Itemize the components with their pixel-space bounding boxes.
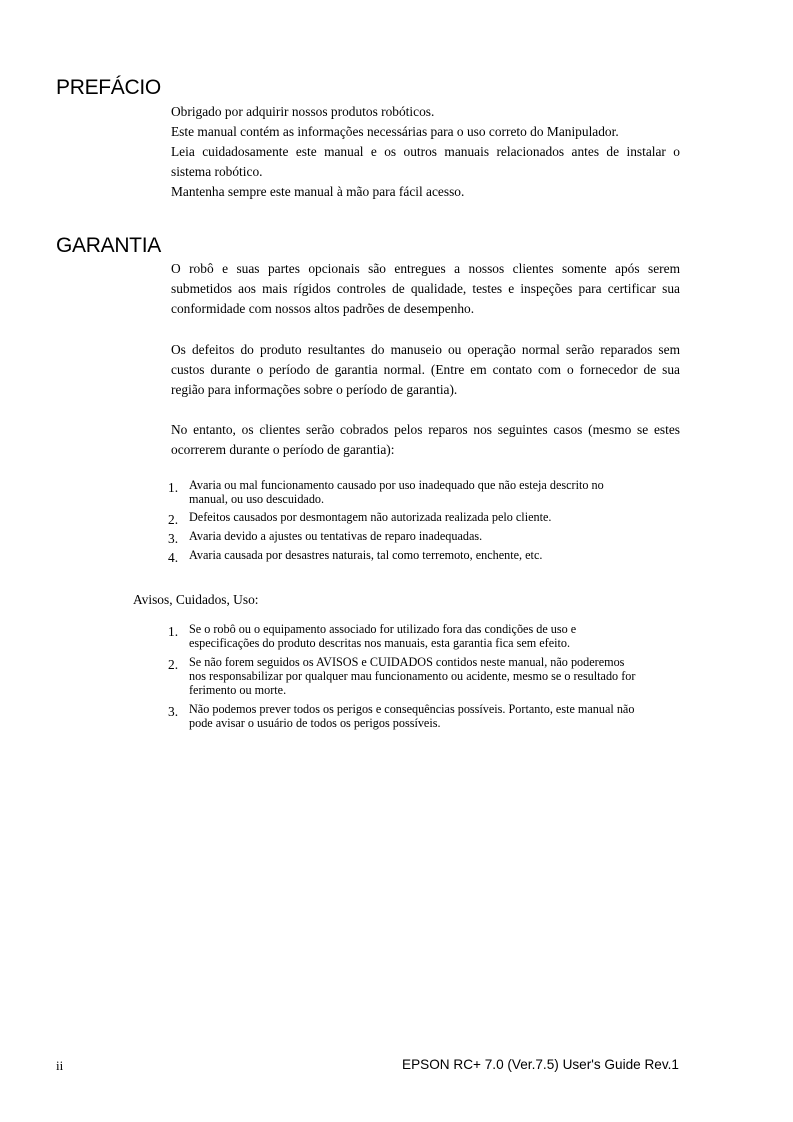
list-line: nos responsabilizar por qualquer mau funcionamento ou acidente, mesmo se o resultado for <box>189 669 636 683</box>
list-item <box>168 529 688 546</box>
list-item <box>168 510 688 527</box>
paragraph-line: região para informações sobre o período de garantia). <box>171 382 458 397</box>
list-line: Avaria ou mal funcionamento causado por uso inadequado que não esteja descrito no <box>189 478 604 492</box>
list-line: Avaria devido a ajustes ou tentativas de reparo inadequadas. <box>189 529 483 543</box>
paragraph-line: conformidade com nossos altos padrões de desempenho. <box>171 301 475 316</box>
list-number: 3. <box>168 704 179 719</box>
paragraph-line: ocorrerem durante o período de garantia): <box>171 442 395 457</box>
warranty-exclusions-list <box>168 478 688 565</box>
paragraph-line: custos durante o período de garantia normal. (Entre em contato com o fornecedor de sua <box>171 362 680 377</box>
notices-heading: Avisos, Cuidados, Uso: <box>133 592 259 607</box>
notices-list <box>168 622 688 730</box>
prefacio-line: sistema robótico. <box>171 164 263 179</box>
footer-doc-title: EPSON RC+ 7.0 (Ver.7.5) User's Guide Rev.1 <box>402 1057 679 1072</box>
list-number: 4. <box>168 550 179 565</box>
paragraph-line: submetidos aos mais rígidos controles de qualidade, testes e inspeções para certificar sua <box>171 281 680 296</box>
list-line: Se não forem seguidos os AVISOS e CUIDADOS contidos neste manual, não poderemos <box>189 655 625 669</box>
list-item <box>168 548 688 565</box>
list-line: pode avisar o usuário de todos os perigos possíveis. <box>189 716 441 730</box>
list-item <box>168 655 688 697</box>
paragraph-line: Os defeitos do produto resultantes do manuseio ou operação normal serão reparados sem <box>171 342 680 357</box>
prefacio-line: Leia cuidadosamente este manual e os outros manuais relacionados antes de instalar o <box>171 144 680 159</box>
list-item <box>168 478 688 506</box>
list-number: 3. <box>168 531 179 546</box>
list-line: especificações do produto descritas nos manuais, esta garantia fica sem efeito. <box>189 636 571 650</box>
list-item <box>168 622 688 650</box>
garantia-paragraph-3 <box>171 420 680 460</box>
list-line: manual, ou uso descuidado. <box>189 492 325 506</box>
list-number: 2. <box>168 657 179 672</box>
list-line: Não podemos prever todos os perigos e consequências possíveis. Portanto, este manual não <box>189 702 635 716</box>
list-line: Defeitos causados por desmontagem não autorizada realizada pelo cliente. <box>189 510 552 524</box>
garantia-paragraph-2 <box>171 340 680 400</box>
list-item <box>168 702 688 730</box>
list-line: Se o robô ou o equipamento associado for utilizado fora das condições de uso e <box>189 622 577 636</box>
paragraph-line: O robô e suas partes opcionais são entregues a nossos clientes somente após serem <box>171 261 680 276</box>
garantia-heading: GARANTIA <box>56 234 161 257</box>
list-line: Avaria causada por desastres naturais, tal como terremoto, enchente, etc. <box>189 548 543 562</box>
prefacio-line: Este manual contém as informações necessárias para o uso correto do Manipulador. <box>171 124 619 139</box>
paragraph-line: No entanto, os clientes serão cobrados pelos reparos nos seguintes casos (mesmo se estes <box>171 422 680 437</box>
list-number: 1. <box>168 624 179 639</box>
prefacio-line: Obrigado por adquirir nossos produtos robóticos. <box>171 104 435 119</box>
prefacio-heading: PREFÁCIO <box>56 76 161 99</box>
garantia-paragraph-1 <box>171 259 680 319</box>
list-line: ferimento ou morte. <box>189 683 287 697</box>
page-number: ii <box>56 1058 64 1073</box>
list-number: 2. <box>168 512 179 527</box>
prefacio-line: Mantenha sempre este manual à mão para fácil acesso. <box>171 184 465 199</box>
list-number: 1. <box>168 480 179 495</box>
prefacio-body <box>171 102 680 202</box>
